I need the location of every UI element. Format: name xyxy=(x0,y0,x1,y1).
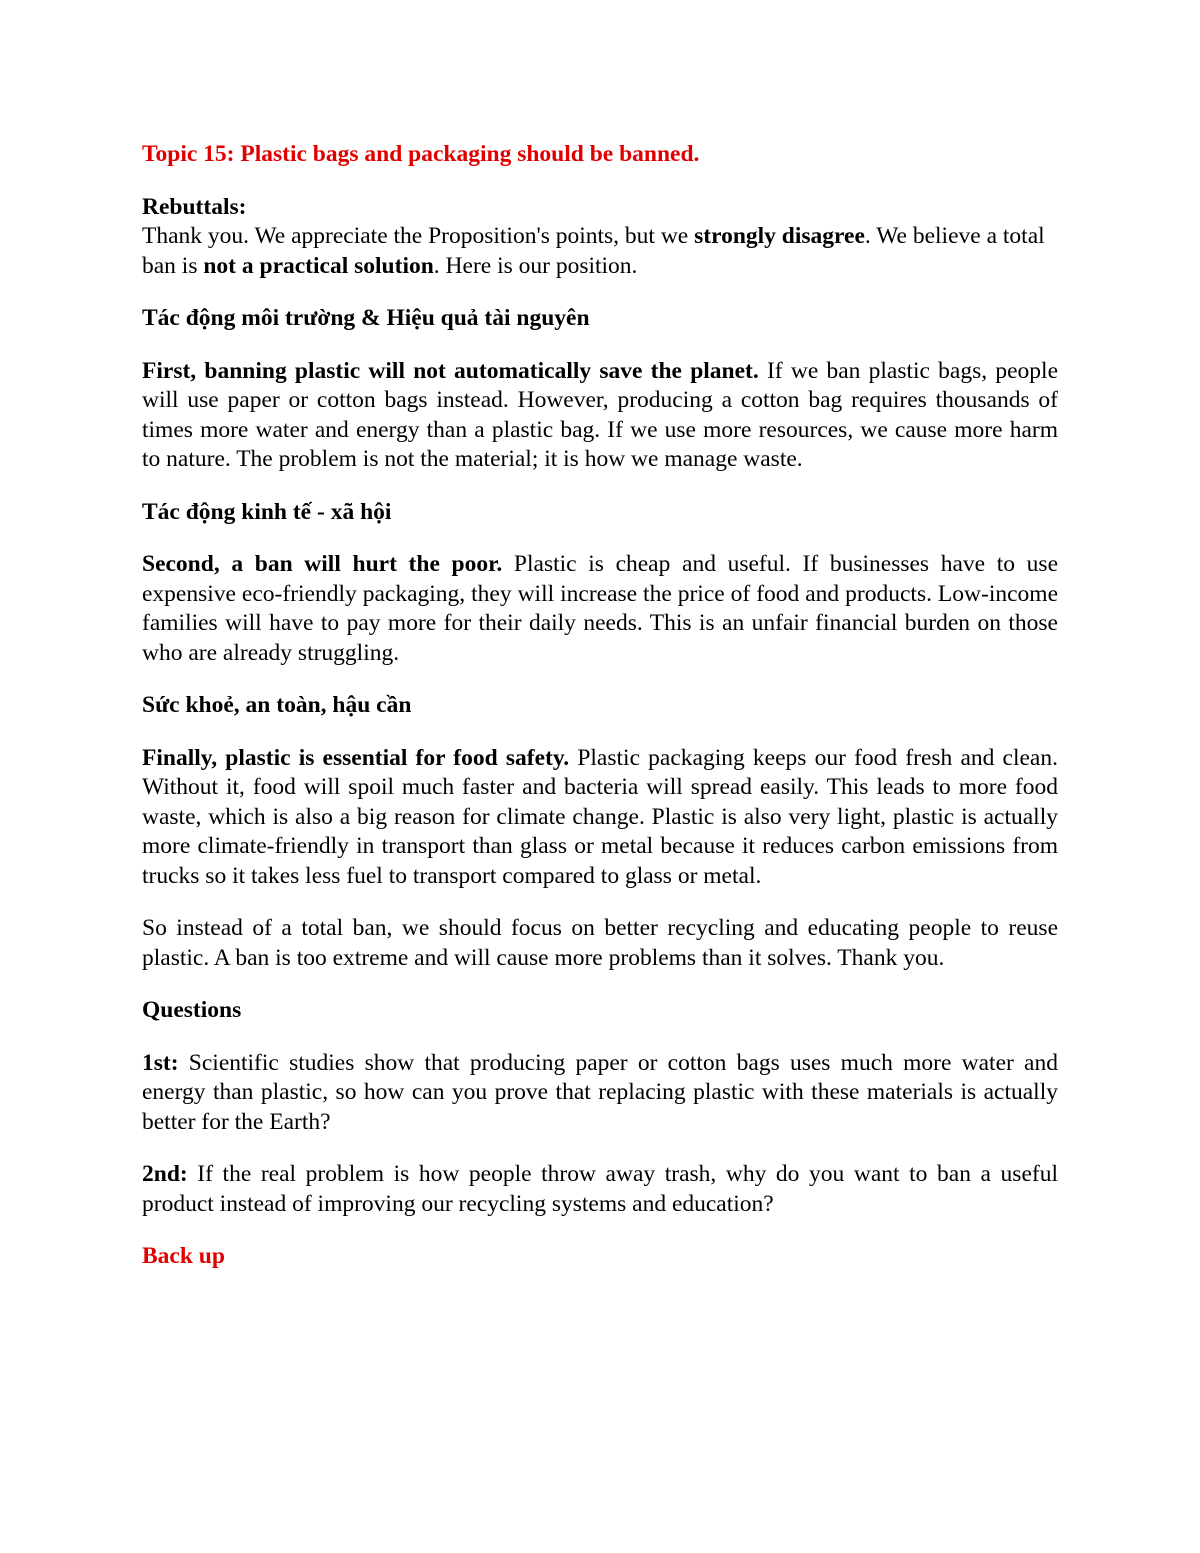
section-lead-economic: Second, a ban will hurt the poor. xyxy=(142,551,503,577)
section-lead-environment: First, banning plastic will not automatically save the planet. xyxy=(142,357,759,384)
intro-bold-1: strongly disagree xyxy=(694,223,865,249)
intro-text-1: Thank you. We appreciate the Proposition's points, but we xyxy=(142,223,695,249)
section-body-environment: If we ban plastic bags, people will use paper or cotton bags instead. However, producing a cotton bag requires thousands of times more water and energy than a plastic bag. If we use more resources, we cause more harm to nature. The problem is not the material; it is how we manage waste. xyxy=(142,357,1058,472)
questions-heading: Questions xyxy=(142,997,242,1023)
intro-text-3: . Here is our position. xyxy=(433,252,638,279)
question-1 xyxy=(142,1049,1058,1138)
section-paragraph-economic xyxy=(142,550,1058,668)
document-page xyxy=(142,140,1058,1272)
rebuttals-heading: Rebuttals: xyxy=(142,193,247,220)
question-1-text: Scientific studies show that producing paper or cotton bags uses much more water and energy than plastic, so how can you prove that replacing plastic with these materials is actually better for the Earth? xyxy=(142,1049,1058,1135)
rebuttals-intro xyxy=(142,223,1045,279)
question-2-text: If the real problem is how people throw away trash, why do you want to ban a useful product instead of improving our recycling systems and education? xyxy=(142,1161,1058,1217)
rebuttals-block xyxy=(142,193,1058,282)
intro-text-2: . We believe a total ban is xyxy=(142,223,1045,279)
backup-heading: Back up xyxy=(142,1243,225,1269)
section-paragraph-environment xyxy=(142,357,1058,475)
question-1-label: 1st: xyxy=(142,1049,179,1076)
section-heading-economic: Tác động kinh tế - xã hội xyxy=(142,498,392,525)
section-body-health: Plastic packaging keeps our food fresh and clean. Without it, food will spoil much faster and bacteria will spread easily. This leads to more food waste, which is also a big reason for climate change. Plastic is also very light, plastic is actually more climate-friendly in transport than glass or metal because it reduces carbon emissions from trucks so it takes less fuel to transport compared to glass or metal. xyxy=(142,744,1058,889)
topic-title: Topic 15: Plastic bags and packaging should be banned. xyxy=(142,141,700,167)
section-heading-environment: Tác động môi trường & Hiệu quả tài nguyên xyxy=(142,305,590,331)
conclusion-paragraph: So instead of a total ban, we should focus on better recycling and educating people to reuse plastic. A ban is too extreme and will cause more problems than it solves. Thank you. xyxy=(142,915,1058,971)
section-body-economic: Plastic is cheap and useful. If businesses have to use expensive eco-friendly packaging, they will increase the price of food and products. Low-income families will have to pay more for their daily needs. This is an unfair financial burden on those who are already struggling. xyxy=(142,551,1059,666)
section-lead-health: Finally, plastic is essential for food safety. xyxy=(142,744,570,771)
intro-bold-2: not a practical solution xyxy=(203,252,434,279)
question-2 xyxy=(142,1160,1058,1219)
section-paragraph-health xyxy=(142,744,1058,892)
section-heading-health: Sức khoẻ, an toàn, hậu cần xyxy=(142,692,412,718)
question-2-label: 2nd: xyxy=(142,1161,188,1187)
